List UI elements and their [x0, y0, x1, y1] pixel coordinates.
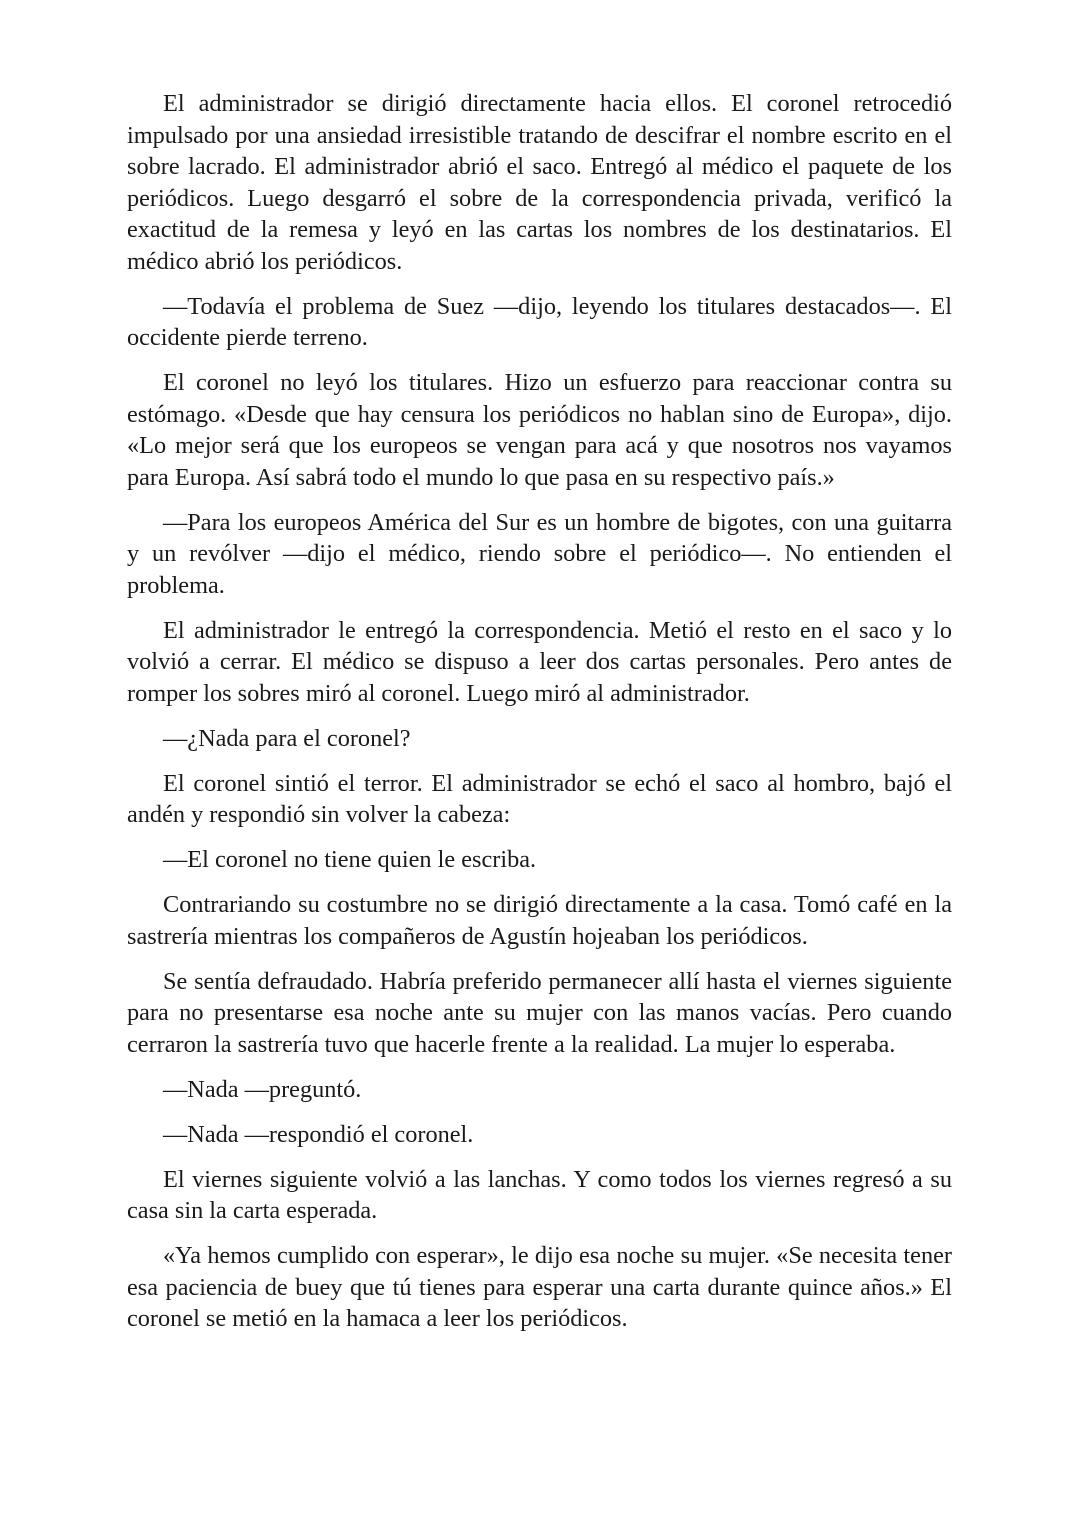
paragraph: —Nada —preguntó. — [163, 1075, 362, 1103]
paragraph: —El coronel no tiene quien le escriba. — [163, 846, 537, 873]
document-page — [127, 88, 952, 1348]
paragraph: Contrariando su costumbre no se dirigió directamente a la casa. Tomó café en la sastrería mientras los compañeros de Agustín hojeaban los periódicos. — [127, 891, 952, 950]
paragraph: El administrador se dirigió directamente hacia ellos. El coronel retrocedió impulsado por una ansiedad irresistible tratando de descifrar el nombre escrito en el sobre lacrado. El administrador abrió el saco. Entregó al médico el paquete de los periódicos. Luego desgarró el sobre de la correspondencia privada, verificó la exactitud de la remesa y leyó en las cartas los nombres de los destinatarios. El médico abrió los periódicos. — [127, 90, 952, 275]
paragraph: «Ya hemos cumplido con esperar», le dijo esa noche su mujer. «Se necesita tener esa paciencia de buey que tú tienes para esperar una carta durante quince años.» El coronel se metió en la hamaca a leer los periódicos. — [127, 1242, 952, 1332]
paragraph: Se sentía defraudado. Habría preferido permanecer allí hasta el viernes siguiente para no presentarse esa noche ante su mujer con las manos vacías. Pero cuando cerraron la sastrería tuvo que hacerle frente a la realidad. La mujer lo esperaba. — [127, 967, 952, 1058]
paragraph: —Nada —respondió el coronel. — [163, 1120, 474, 1148]
paragraph: —Para los europeos América del Sur es un hombre de bigotes, con una guitarra y un revólver —dijo el médico, riendo sobre el periódico—. No entienden el problema. — [127, 508, 952, 599]
paragraph: —¿Nada para el coronel? — [163, 724, 411, 752]
paragraph: El coronel no leyó los titulares. Hizo un esfuerzo para reaccionar contra su estómago. «Desde que hay censura los periódicos no hablan sino de Europa», dijo. «Lo mejor será que los europeos se vengan para acá y que nosotros nos vayamos para Europa. Así sabrá todo el mundo lo que pasa en su respectivo país.» — [127, 369, 952, 491]
paragraph: El coronel sintió el terror. El administrador se echó el saco al hombro, bajó el andén y respondió sin volver la cabeza: — [127, 769, 952, 828]
paragraph: El administrador le entregó la correspondencia. Metió el resto en el saco y lo volvió a cerrar. El médico se dispuso a leer dos cartas personales. Pero antes de romper los sobres miró al coronel. Luego miró al administrador. — [127, 616, 952, 707]
paragraph: —Todavía el problema de Suez —dijo, leyendo los titulares destacados—. El occidente pierde terreno. — [127, 292, 952, 351]
paragraph: El viernes siguiente volvió a las lanchas. Y como todos los viernes regresó a su casa sin la carta esperada. — [127, 1165, 952, 1224]
